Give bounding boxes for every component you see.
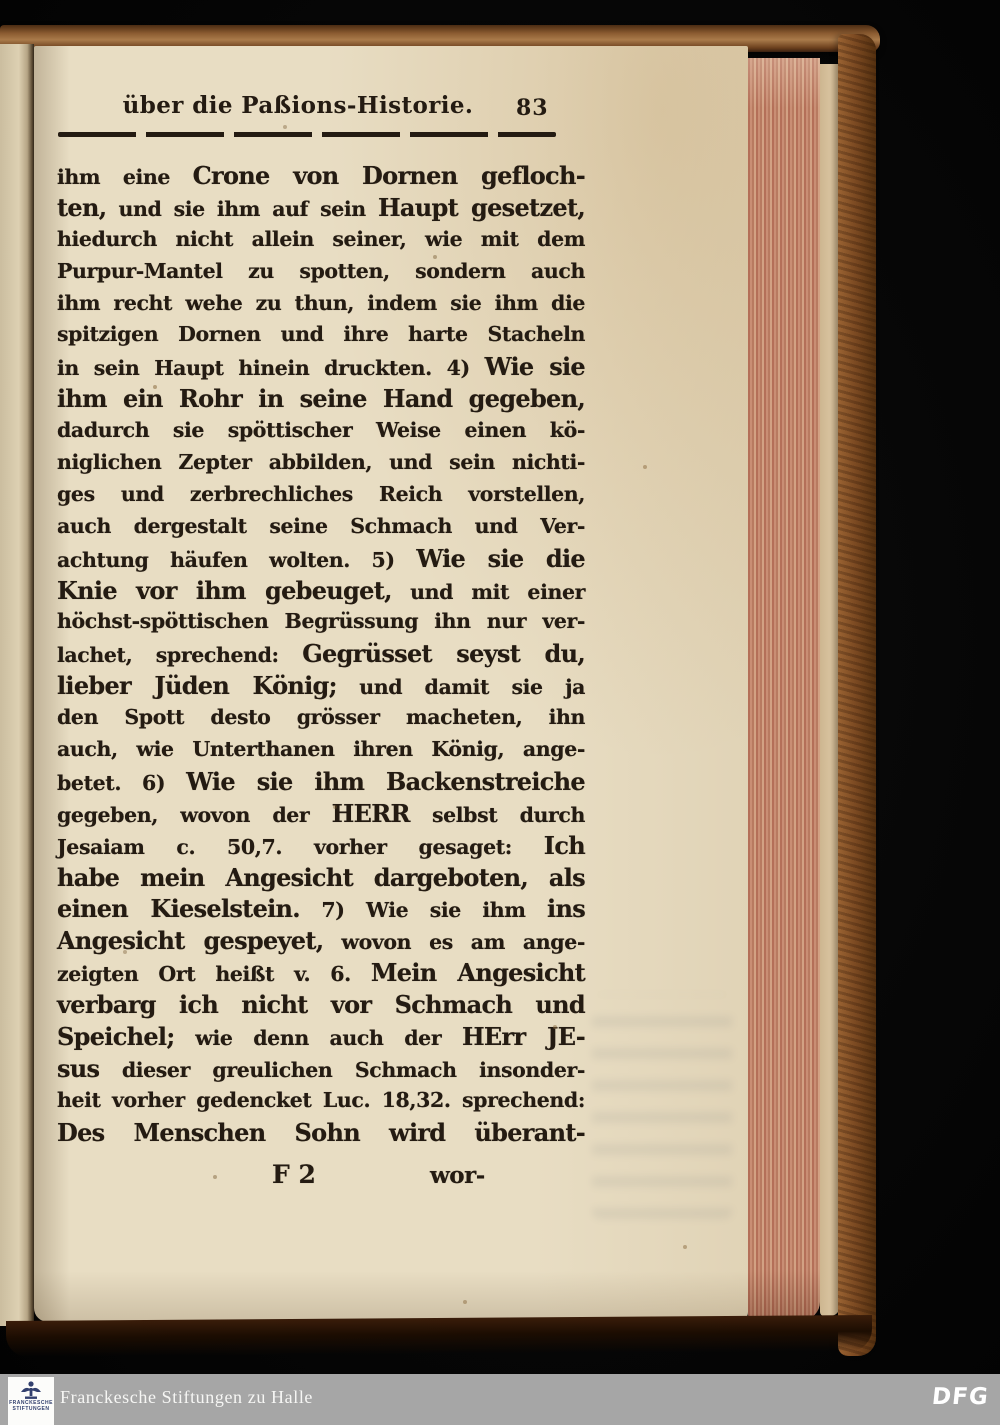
header-rule <box>58 132 556 137</box>
text-line: in sein Haupt hinein druckten. 4) Wie sie <box>57 352 585 382</box>
dfg-logo: DFG <box>930 1384 991 1410</box>
book-cover-leather <box>838 34 876 1356</box>
text-line: habe mein Angesicht dargeboten, als <box>57 862 585 892</box>
text-line: verbarg ich nicht vor Schmach und <box>57 990 585 1020</box>
text-line: Des Menschen Sohn wird überant- <box>57 1117 585 1147</box>
book-page <box>34 46 748 1322</box>
book-gutter-edge <box>0 44 34 1326</box>
text-line: Angesicht gespeyet, wovon es am ange- <box>57 926 585 956</box>
text-line: ten, und sie ihm auf sein Haupt gesetzet, <box>57 192 585 222</box>
text-line: einen Kieselstein. 7) Wie sie ihm ins <box>57 894 586 924</box>
text-line: betet. 6) Wie sie ihm Backenstreiche <box>57 766 585 796</box>
text-line: lieber Jüden König; und damit sie ja <box>57 671 585 701</box>
text-line: Knie vor ihm gebeuget, und mit einer <box>57 575 586 605</box>
page-number: 83 <box>516 95 549 121</box>
text-line: Jesaiam c. 50,7. vorher gesaget: Ich <box>57 830 585 860</box>
text-line: zeigten Ort heißt v. 6. Mein Angesicht <box>57 958 586 988</box>
signature-mark: F 2 <box>272 1160 316 1189</box>
text-line: hiedurch nicht allein seiner, wie mit dem <box>57 226 585 251</box>
book-fore-edge-red <box>748 58 820 1320</box>
text-line: heit vorher gedencket Luc. 18,32. sprechend: <box>57 1087 585 1112</box>
catchword: wor- <box>430 1162 485 1189</box>
franckesche-logo-text-1: FRANCKESCHE <box>9 1400 53 1406</box>
text-line: spitzigen Dornen und ihre harte Stacheln <box>57 322 585 347</box>
text-line: gegeben, wovon der HERR selbst durch <box>57 798 585 828</box>
text-line: auch dergestalt seine Schmach und Ver- <box>57 513 585 538</box>
text-line: ihm recht wehe zu thun, indem sie ihm die <box>57 290 585 315</box>
body-lines <box>57 160 585 1149</box>
book-bottom-shadow <box>6 1315 872 1357</box>
text-line: höchst-spöttischen Begrüssung ihn nur ver- <box>57 609 585 634</box>
text-line: lachet, sprechend: Gegrüsset seyst du, <box>57 639 586 669</box>
ink-bleedthrough <box>592 994 732 1219</box>
text-line: auch, wie Unterthanen ihren König, ange- <box>57 737 585 762</box>
franckesche-eagle-icon <box>19 1380 43 1400</box>
viewer-footer-bar <box>0 1374 1000 1425</box>
franckesche-logo <box>8 1377 54 1425</box>
text-line: Speichel; wie denn auch der HErr JE- <box>57 1022 585 1052</box>
text-line: niglichen Zepter abbilden, und sein nichti- <box>57 450 585 475</box>
text-line: sus dieser greulichen Schmach insonder- <box>57 1053 585 1083</box>
text-line: ihm ein Rohr in seine Hand gegeben, <box>57 384 585 414</box>
text-line: den Spott desto grösser macheten, ihn <box>57 705 585 730</box>
running-header: über die Paßions-Historie. <box>122 92 474 119</box>
institution-label: Franckesche Stiftungen zu Halle <box>60 1387 314 1407</box>
paper-specks <box>34 46 36 48</box>
text-line: Purpur-Mantel zu spotten, sondern auch <box>57 258 585 283</box>
text-line: ges und zerbrechliches Reich vorstellen, <box>57 481 585 506</box>
text-line: achtung häufen wolten. 5) Wie sie die <box>57 543 586 573</box>
franckesche-logo-text-2: STIFTUNGEN <box>12 1406 50 1412</box>
book-page-block-edge <box>820 64 840 1316</box>
text-line: dadurch sie spöttischer Weise einen kö- <box>57 418 585 443</box>
text-line: ihm eine Crone von Dornen gefloch- <box>57 161 585 190</box>
